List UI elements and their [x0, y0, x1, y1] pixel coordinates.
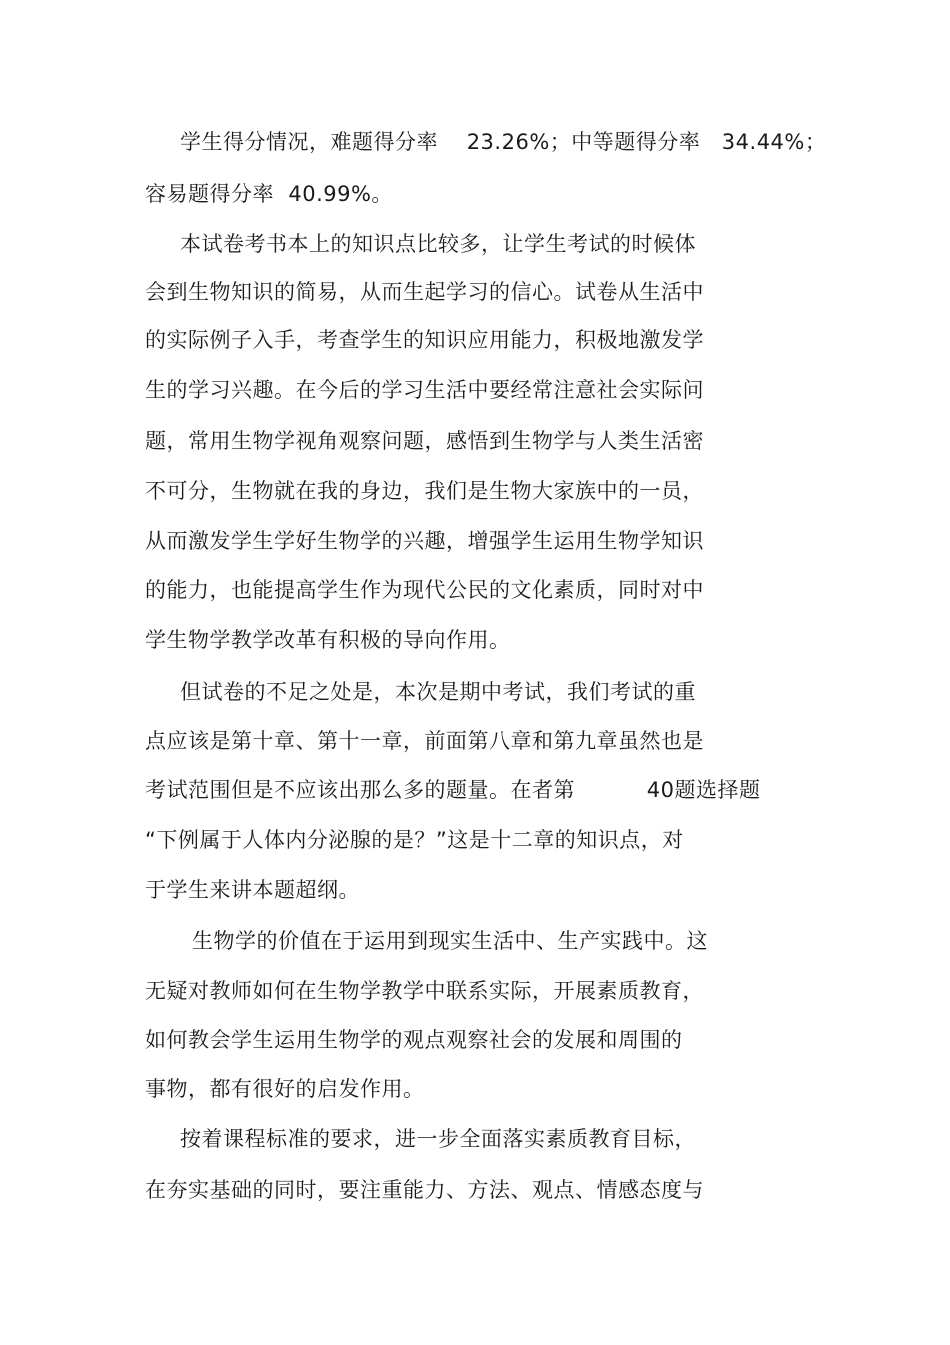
- text-line-13: 点应该是第十章、第十一章，前面第八章和第九章虽然也是: [145, 729, 704, 753]
- text-line-18: 无疑对教师如何在生物学教学中联系实际，开展素质教育，: [145, 979, 704, 1003]
- text-line-1: 学生得分情况，难题得分率 23.26%；中等题得分率 34.44%；: [180, 130, 827, 154]
- text-line-15: “下例属于人体内分泌腺的是？”这是十二章的知识点，对: [145, 828, 684, 852]
- text-line-2: 容易题得分率 40.99%。: [145, 182, 393, 206]
- text-line-5: 的实际例子入手，考查学生的知识应用能力，积极地激发学: [145, 328, 704, 352]
- text-line-7: 题，常用生物学视角观察问题，感悟到生物学与人类生活密: [145, 429, 704, 453]
- text-line-3: 本试卷考书本上的知识点比较多，让学生考试的时候体: [180, 232, 696, 256]
- text-line-14: 考试范围但是不应该出那么多的题量。在者第 40题选择题: [145, 778, 761, 802]
- text-line-12: 但试卷的不足之处是，本次是期中考试，我们考试的重: [180, 680, 696, 704]
- text-line-10: 的能力，也能提高学生作为现代公民的文化素质，同时对中: [145, 578, 704, 602]
- text-line-11: 学生物学教学改革有积极的导向作用。: [145, 628, 511, 652]
- text-line-16: 于学生来讲本题超纲。: [145, 878, 360, 902]
- text-line-20: 事物，都有很好的启发作用。: [145, 1077, 425, 1101]
- text-line-6: 生的学习兴趣。在今后的学习生活中要经常注意社会实际问: [145, 378, 704, 402]
- text-line-17: 生物学的价值在于运用到现实生活中、生产实践中。这: [192, 929, 708, 953]
- text-line-8: 不可分，生物就在我的身边，我们是生物大家族中的一员，: [145, 479, 704, 503]
- text-line-4: 会到生物知识的简易，从而生起学习的信心。试卷从生活中: [145, 280, 704, 304]
- text-line-21: 按着课程标准的要求，进一步全面落实素质教育目标，: [180, 1127, 696, 1151]
- text-line-22: 在夯实基础的同时，要注重能力、方法、观点、情感态度与: [145, 1178, 704, 1202]
- text-line-9: 从而激发学生学好生物学的兴趣，增强学生运用生物学知识: [145, 529, 704, 553]
- text-line-19: 如何教会学生运用生物学的观点观察社会的发展和周围的: [145, 1028, 683, 1052]
